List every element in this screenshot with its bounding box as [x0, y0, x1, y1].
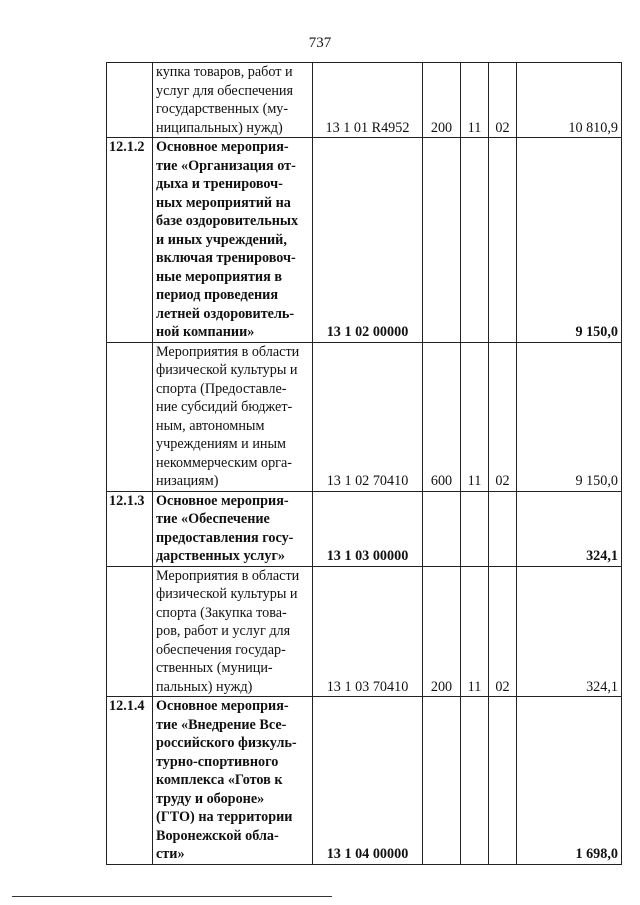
measure-name-line: пальных) нужд) — [156, 678, 253, 695]
budget-table-body — [107, 63, 622, 865]
amount-value: 1 698,0 — [517, 697, 622, 865]
measure-name-line: труду и обороне» — [156, 790, 265, 807]
measure-name-line: период проведения — [156, 287, 279, 303]
measure-name-line: купка товаров, работ и — [156, 64, 293, 80]
measure-name-cell — [153, 491, 313, 566]
measure-name-cell — [153, 63, 313, 138]
subsection-code: 02 — [489, 342, 517, 491]
measure-name-line: ной компании» — [156, 324, 255, 340]
measure-name-line: ных мероприятий на — [156, 194, 291, 211]
expense-type-code: 600 — [423, 342, 461, 491]
measure-name-line: Воронежской обла- — [156, 827, 279, 844]
measure-name-line: Основное мероприя- — [156, 698, 289, 714]
row-number — [107, 63, 153, 138]
measure-name-line: предоставления госу- — [156, 529, 294, 546]
section-code — [461, 491, 489, 566]
subsection-code — [489, 697, 517, 865]
expense-type-code: 200 — [423, 63, 461, 138]
measure-name-line: базе оздоровительных — [156, 213, 299, 229]
table-row — [107, 342, 622, 491]
target-article-code: 13 1 01 R4952 — [313, 63, 423, 138]
measure-name-line: включая тренировоч- — [156, 250, 296, 266]
measure-name-line: обеспечения государ- — [156, 641, 286, 658]
measure-name-line: ственных (муници- — [156, 660, 273, 676]
expense-type-code — [423, 697, 461, 865]
table-row — [107, 491, 622, 566]
measure-name-line: ным, автономным — [156, 417, 265, 434]
measure-name-line: дыха и тренировоч- — [156, 176, 283, 192]
measure-name-line: тие «Организация от- — [156, 157, 296, 174]
measure-name-line: российского физкуль- — [156, 735, 297, 751]
target-article-code: 13 1 02 00000 — [313, 138, 423, 343]
measure-name-cell — [153, 697, 313, 865]
measure-name-line: низациям) — [156, 473, 219, 489]
section-code — [461, 138, 489, 343]
measure-name-line: ные мероприятия в — [156, 268, 282, 285]
amount-value: 10 810,9 — [517, 63, 622, 138]
page-number: 737 — [308, 35, 332, 51]
measure-name-line: комплекса «Готов к — [156, 772, 283, 788]
measure-name-line: турно-спортивного — [156, 753, 279, 770]
measure-name-line: (ГТО) на территории — [156, 809, 293, 825]
measure-name-cell — [153, 342, 313, 491]
measure-name-line: тие «Обеспечение — [156, 511, 270, 527]
measure-name-line: ров, работ и услуг для — [156, 623, 291, 639]
target-article-code: 13 1 02 70410 — [313, 342, 423, 491]
budget-table — [106, 62, 622, 865]
target-article-code: 13 1 03 00000 — [313, 491, 423, 566]
amount-value: 9 150,0 — [517, 342, 622, 491]
measure-name-line: сти» — [156, 846, 185, 862]
measure-name-line: и иных учреждений, — [156, 231, 287, 248]
measure-name-line: дарственных услуг» — [156, 548, 285, 564]
measure-name-line: услуг для обеспечения — [156, 82, 294, 99]
measure-name-cell — [153, 566, 313, 697]
subsection-code: 02 — [489, 63, 517, 138]
measure-name-line: спорта (Закупка това- — [156, 604, 287, 621]
target-article-code: 13 1 03 70410 — [313, 566, 423, 697]
footnote-divider — [12, 896, 332, 897]
measure-name-line: спорта (Предоставле- — [156, 380, 287, 397]
row-number: 12.1.3 — [107, 491, 153, 566]
subsection-code — [489, 491, 517, 566]
measure-name-line: Основное мероприя- — [156, 139, 289, 155]
table-row — [107, 63, 622, 138]
expense-type-code: 200 — [423, 566, 461, 697]
table-row — [107, 138, 622, 343]
measure-name-cell — [153, 138, 313, 343]
section-code: 11 — [461, 63, 489, 138]
row-number — [107, 342, 153, 491]
measure-name-line: ние субсидий бюджет- — [156, 399, 293, 415]
row-number — [107, 566, 153, 697]
section-code: 11 — [461, 342, 489, 491]
measure-name-line: Основное мероприя- — [156, 492, 289, 509]
row-number: 12.1.4 — [107, 697, 153, 865]
row-number: 12.1.2 — [107, 138, 153, 343]
amount-value: 324,1 — [517, 491, 622, 566]
table-row — [107, 566, 622, 697]
measure-name-line: некоммерческим орга- — [156, 454, 292, 471]
measure-name-line: учреждениям и иным — [156, 436, 287, 452]
measure-name-line: физической культуры и — [156, 586, 298, 602]
target-article-code: 13 1 04 00000 — [313, 697, 423, 865]
measure-name-line: Мероприятия в области — [156, 567, 300, 584]
expense-type-code — [423, 491, 461, 566]
measure-name-line: государственных (му- — [156, 101, 289, 117]
table-row — [107, 697, 622, 865]
measure-name-line: летней оздоровитель- — [156, 305, 295, 322]
section-code: 11 — [461, 566, 489, 697]
section-code — [461, 697, 489, 865]
measure-name-line: физической культуры и — [156, 362, 298, 378]
subsection-code — [489, 138, 517, 343]
measure-name-line: Мероприятия в области — [156, 343, 300, 360]
expense-type-code — [423, 138, 461, 343]
measure-name-line: тие «Внедрение Все- — [156, 716, 287, 733]
measure-name-line: ниципальных) нужд) — [156, 119, 283, 136]
amount-value: 324,1 — [517, 566, 622, 697]
subsection-code: 02 — [489, 566, 517, 697]
amount-value: 9 150,0 — [517, 138, 622, 343]
